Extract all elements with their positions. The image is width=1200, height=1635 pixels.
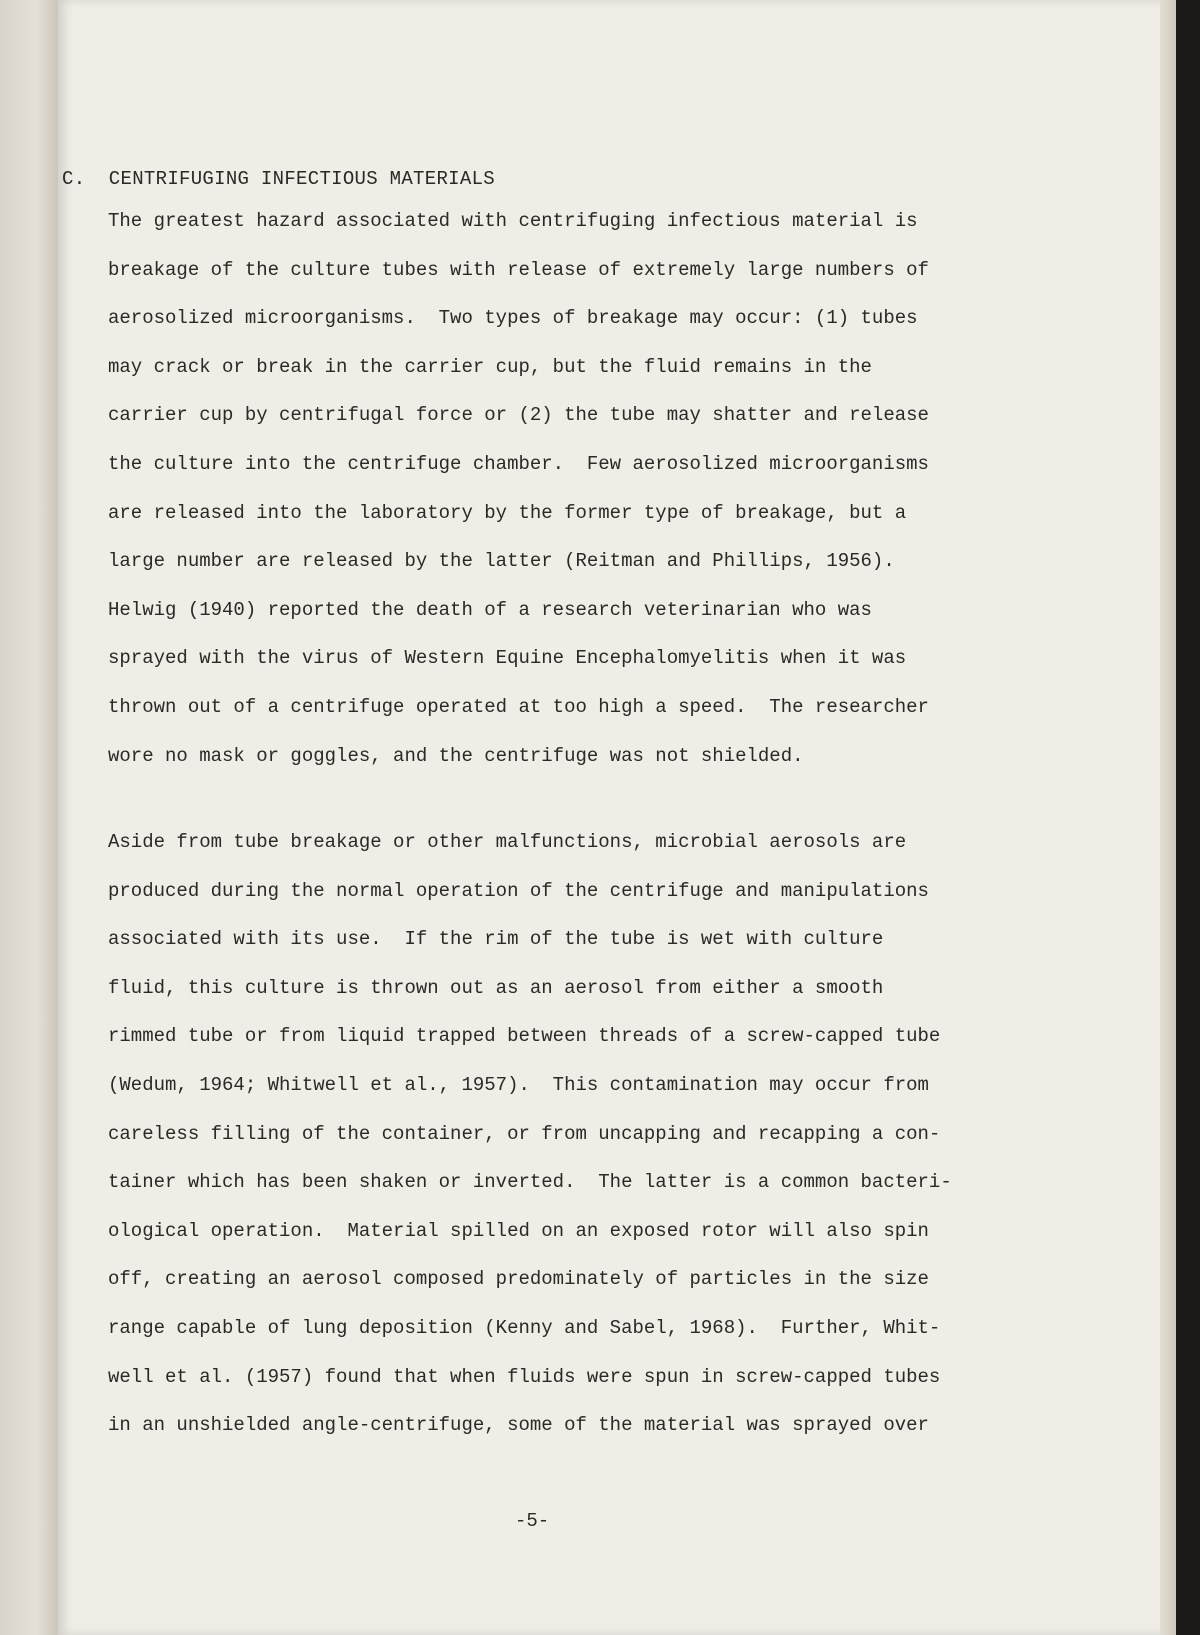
text-line: sprayed with the virus of Western Equine Encephalomyelitis when it was xyxy=(108,647,907,670)
text-line: off, creating an aerosol composed predominately of particles in the size xyxy=(108,1268,929,1291)
section-heading: C. CENTRIFUGING INFECTIOUS MATERIALS xyxy=(62,168,495,190)
text-line: ological operation. Material spilled on an exposed rotor will also spin xyxy=(108,1219,929,1242)
text-line: wore no mask or goggles, and the centrifuge was not shielded. xyxy=(108,744,804,767)
text-line: aerosolized microorganisms. Two types of breakage may occur: (1) tubes xyxy=(108,307,918,330)
text-line: the culture into the centrifuge chamber. Few aerosolized microorganisms xyxy=(108,452,929,475)
facing-page-edge xyxy=(0,0,60,1635)
text-line: Helwig (1940) reported the death of a research veterinarian who was xyxy=(108,598,872,621)
text-line: carrier cup by centrifugal force or (2) the tube may shatter and release xyxy=(108,404,929,427)
paragraph-1 xyxy=(108,197,1008,780)
text-line: are released into the laboratory by the former type of breakage, but a xyxy=(108,501,907,524)
text-line: Aside from tube breakage or other malfunctions, microbial aerosols are xyxy=(108,831,907,853)
paragraph-2 xyxy=(108,818,1008,1450)
page-stack-edge xyxy=(1160,0,1176,1635)
text-line: thrown out of a centrifuge operated at too high a speed. The researcher xyxy=(108,695,929,718)
text-line: may crack or break in the carrier cup, but the fluid remains in the xyxy=(108,355,872,378)
text-line: produced during the normal operation of the centrifuge and manipulations xyxy=(108,879,929,902)
page-number: -5- xyxy=(515,1510,550,1532)
text-line: tainer which has been shaken or inverted. The latter is a common bacteri- xyxy=(108,1171,952,1194)
text-line: well et al. (1957) found that when fluids were spun in screw-capped tubes xyxy=(108,1365,941,1388)
text-line: large number are released by the latter (Reitman and Phillips, 1956). xyxy=(108,550,895,573)
text-line: The greatest hazard associated with centrifuging infectious material is xyxy=(108,210,918,232)
text-line: fluid, this culture is thrown out as an aerosol from either a smooth xyxy=(108,976,884,999)
text-line: (Wedum, 1964; Whitwell et al., 1957). This contamination may occur from xyxy=(108,1073,929,1096)
text-line: associated with its use. If the rim of the tube is wet with culture xyxy=(108,928,884,951)
text-line: breakage of the culture tubes with release of extremely large numbers of xyxy=(108,258,929,281)
text-line: in an unshielded angle-centrifuge, some of the material was sprayed over xyxy=(108,1414,929,1437)
text-line: range capable of lung deposition (Kenny and Sabel, 1968). Further, Whit- xyxy=(108,1316,941,1339)
text-line: rimmed tube or from liquid trapped between threads of a screw-capped tube xyxy=(108,1025,941,1048)
text-line: careless filling of the container, or from uncapping and recapping a con- xyxy=(108,1122,941,1145)
